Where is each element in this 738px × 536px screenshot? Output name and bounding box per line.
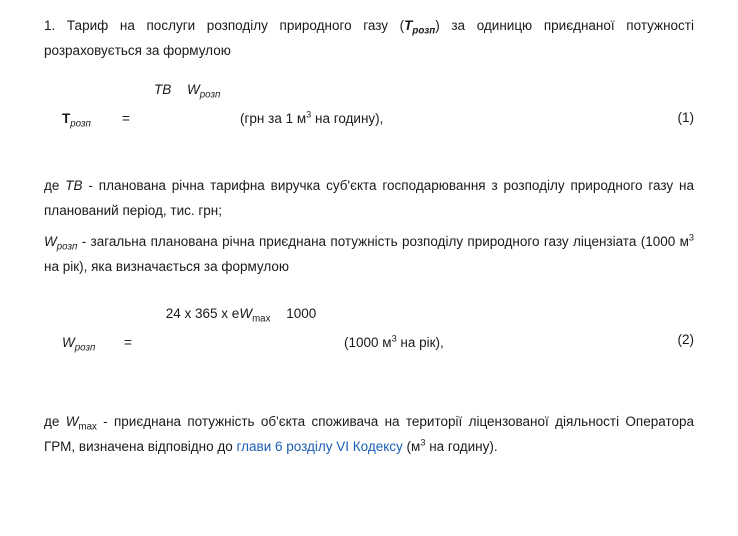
symbol-t-rozp: $Т_{розп}$ <box>404 18 436 37</box>
spacer <box>44 398 694 410</box>
formula-1-denominator: $W_{розп}$ <box>187 81 221 101</box>
formula-1-denominator-sub: розп <box>199 89 221 101</box>
formula-2 <box>44 302 694 388</box>
formula-1 <box>44 80 694 164</box>
formula-2-denominator: 1000 <box>286 305 317 321</box>
formula-1-lhs: $Т_{розп}$ <box>62 110 91 130</box>
paragraph-4: де $W_{max}$ - приєднана потужність об'єкта споживача на території ліцензованої діяльності Оператора ГРМ, визначена відповідно до глави 6 розділу VI Кодексу ($м^3$ на годину). <box>44 413 695 454</box>
formula-2-numerator-sub: max <box>252 313 271 325</box>
formula-1-equals: = <box>122 110 130 126</box>
formula-1-units: (грн за 1 $м^3$ на годину), <box>240 109 384 126</box>
formula-2-equals: = <box>124 334 132 350</box>
formula-1-units-sup: 3 <box>306 109 312 120</box>
paragraph-4-sup: 3 <box>420 437 426 448</box>
formula-2-units: (1000 $м^3$ на рік), <box>344 333 444 350</box>
symbol-w-rozp: W <box>44 233 57 249</box>
paragraph-1-number: 1. <box>44 18 56 33</box>
paragraph-1-text-before: Тариф на послуги розподілу природного газу ( <box>66 18 405 33</box>
formula-2-numerator: 24 х 365 х $еW_{max}$ <box>165 305 271 325</box>
formula-2-tag: (2) <box>677 331 694 347</box>
formula-1-fraction <box>148 81 226 101</box>
paragraph-1 <box>44 14 694 64</box>
symbol-w-rozp-sub: розп <box>56 241 78 253</box>
symbol-w-max: W <box>65 413 79 429</box>
symbol-t-rozp-sub: розп <box>412 25 436 37</box>
formula-2-lhs: $W_{розп}$ <box>62 334 96 354</box>
formula-1-numerator: ТВ <box>154 81 172 97</box>
formula-1-tag: (1) <box>677 109 694 125</box>
symbol-w-max-sub: max <box>78 421 97 433</box>
link-kodeks-chapter-6[interactable]: глави 6 розділу VI Кодексу <box>236 438 403 454</box>
symbol-tv: ТВ <box>65 177 83 193</box>
paragraph-2: де ТВ - планована річна тарифна виручка суб'єкта господарювання з розподілу природного газу на планований період, тис. грн; <box>44 177 694 218</box>
paragraph-1-text-after: ) за одиницю приєднаної потужності розраховується за формулою <box>44 18 694 58</box>
formula-2-units-sup: 3 <box>391 333 397 344</box>
formula-1-lhs-sub: розп <box>70 118 91 130</box>
paragraph-3-sup: 3 <box>688 232 694 243</box>
paragraph-3: $W_{розп}$ - загальна планована річна приєднана потужність розподілу природного газу ліцензіата (1000 $м^3$ на рік), яка визначається за формулою <box>44 232 694 274</box>
formula-2-fraction <box>148 305 334 325</box>
formula-2-lhs-sub: розп <box>74 342 96 354</box>
